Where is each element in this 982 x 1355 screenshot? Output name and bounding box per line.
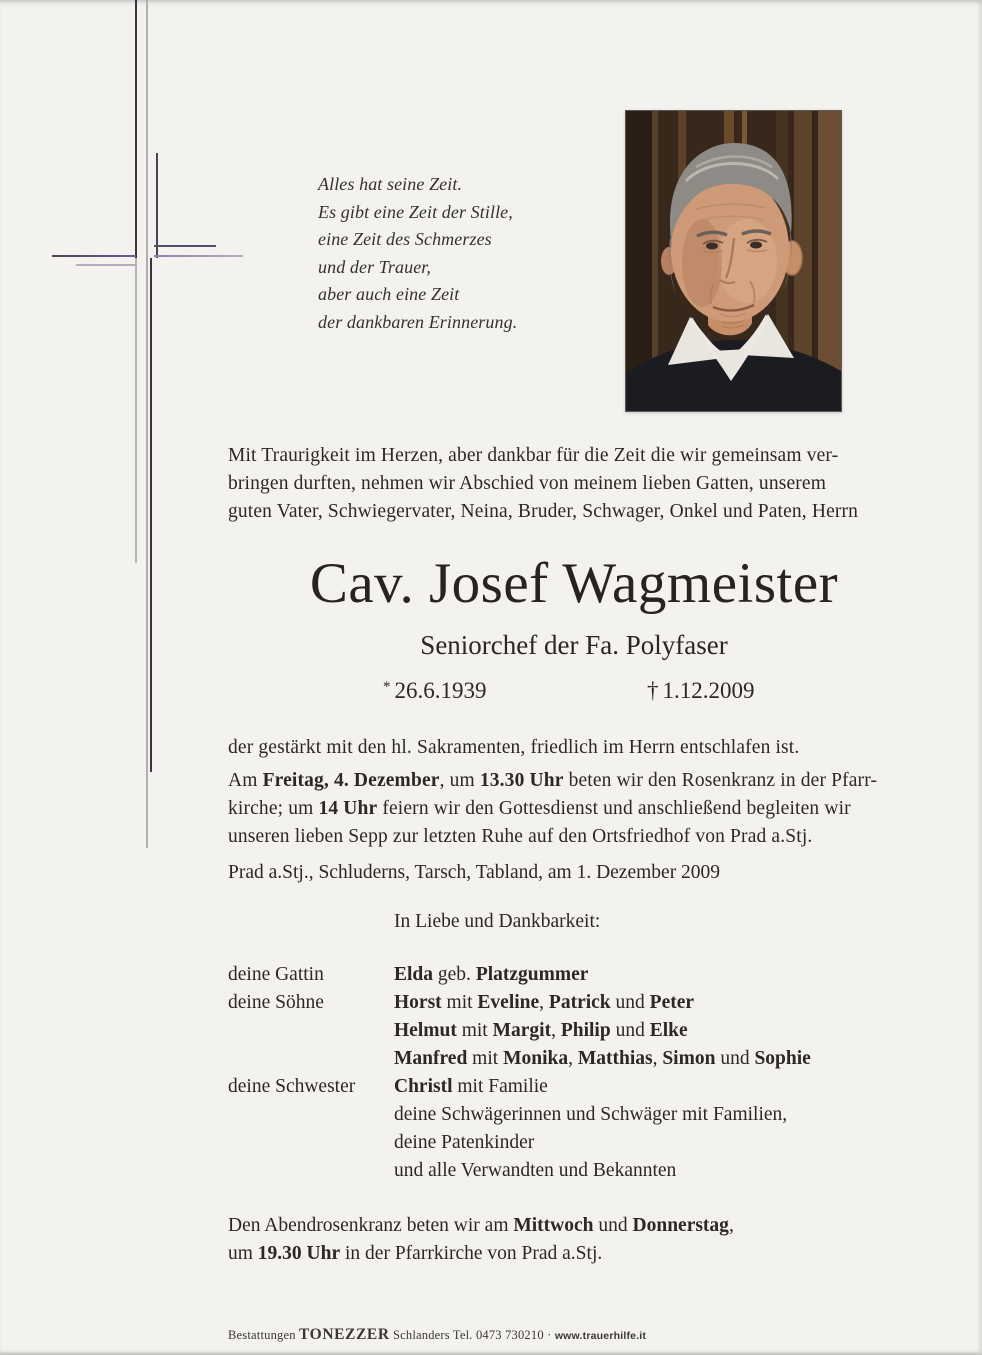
evening-rosary-paragraph <box>228 1212 734 1268</box>
announcement-line: Mit Traurigkeit im Herzen, aber dankbar für die Zeit die wir gemeinsam ver- <box>228 445 839 466</box>
mourner-row <box>228 1017 811 1045</box>
mourner-row <box>228 1157 811 1185</box>
opening-verse <box>318 171 517 337</box>
cross-line <box>154 245 216 247</box>
announcement-paragraph <box>228 442 858 526</box>
poem-line: eine Zeit des Schmerzes <box>318 229 492 250</box>
funeral-home-footer: Bestattungen TONEZZER Schlanders Tel. 0473 730210 · www.trauerhilfe.it <box>228 1326 647 1343</box>
cross-line <box>76 264 137 266</box>
evening-rosary-line: Den Abendrosenkranz beten wir am Mittwoch und Donnerstag, <box>228 1215 734 1236</box>
birth-star-icon: * <box>383 679 391 695</box>
scan-edge-bottom <box>0 1351 982 1355</box>
mourner-relation <box>228 1017 394 1045</box>
schedule-line: Am Freitag, 4. Dezember, um 13.30 Uhr beten wir den Rosenkranz in der Pfarr- <box>228 770 878 791</box>
poem-line: Es gibt eine Zeit der Stille, <box>318 201 513 222</box>
mourner-names: deine Schwägerinnen und Schwäger mit Familien, <box>394 1104 788 1125</box>
poem-line: Alles hat seine Zeit. <box>318 174 463 194</box>
mourner-relation <box>228 1129 394 1157</box>
mourner-row <box>228 1045 811 1073</box>
cross-line <box>146 0 148 848</box>
mourner-row <box>228 989 811 1017</box>
schedule-line: der gestärkt mit den hl. Sakramenten, friedlich im Herrn entschlafen ist. <box>228 737 800 758</box>
cross-line <box>154 255 243 257</box>
dedication-heading: In Liebe und Dankbarkeit: <box>394 911 601 932</box>
mourner-relation <box>228 1157 394 1185</box>
mourner-relation <box>228 1101 394 1129</box>
portrait-illustration <box>626 111 841 411</box>
schedule-line: kirche; um 14 Uhr feiern wir den Gottesdienst und anschließend begleiten wir <box>228 798 851 819</box>
mourner-names: Manfred mit Monika, Matthias, Simon und Sophie <box>394 1048 811 1069</box>
cross-line <box>150 258 152 772</box>
birth-date: 26.6.1939 <box>394 678 487 703</box>
mourner-row <box>228 1073 811 1101</box>
mourner-relation: deine Söhne <box>228 992 324 1013</box>
schedule-line: unseren lieben Sepp zur letzten Ruhe auf den Ortsfriedhof von Prad a.Stj. <box>228 826 813 847</box>
mourner-row <box>228 1101 811 1129</box>
place-date-line: Prad a.Stj., Schluderns, Tarsch, Tabland, am 1. Dezember 2009 <box>228 862 721 883</box>
mourner-names: Christl mit Familie <box>394 1076 548 1097</box>
evening-rosary-line: um 19.30 Uhr in der Pfarrkirche von Prad a.Stj. <box>228 1243 603 1264</box>
mourner-names: und alle Verwandten und Bekannten <box>394 1160 677 1181</box>
birth-date-group <box>383 678 487 704</box>
poem-line: aber auch eine Zeit <box>318 284 460 305</box>
cross-line <box>135 258 137 563</box>
mourner-relation <box>228 1045 394 1073</box>
announcement-line: guten Vater, Schwiegervater, Neina, Bruder, Schwager, Onkel und Paten, Herrn <box>228 501 859 522</box>
deceased-name: Cav. Josef Wagmeister <box>309 552 839 615</box>
mourner-relation: deine Schwester <box>228 1076 356 1097</box>
mourners-list <box>228 961 811 1185</box>
death-date-group <box>647 678 755 704</box>
deceased-title: Seniorchef der Fa. Polyfaser <box>420 630 728 660</box>
cross-line <box>135 0 137 258</box>
mourner-names: Elda geb. Platzgummer <box>394 964 589 985</box>
death-date: 1.12.2009 <box>662 678 755 703</box>
mourner-row <box>228 961 811 989</box>
cross-line <box>52 255 136 257</box>
poem-line: der dankbaren Erinnerung. <box>318 311 518 332</box>
mourner-relation: deine Gattin <box>228 964 324 985</box>
announcement-line: bringen durften, nehmen wir Abschied von meinem lieben Gatten, unserem <box>228 473 827 494</box>
cross-line <box>156 153 158 258</box>
mourner-row <box>228 1129 811 1157</box>
death-cross-icon: † <box>647 678 659 703</box>
portrait-photo <box>625 110 842 412</box>
mourner-names: Helmut mit Margit, Philip und Elke <box>394 1020 688 1041</box>
poem-line: und der Trauer, <box>318 256 432 277</box>
funeral-schedule-paragraph <box>228 734 877 851</box>
mourner-names: deine Patenkinder <box>394 1132 535 1153</box>
mourner-names: Horst mit Eveline, Patrick und Peter <box>394 992 695 1013</box>
